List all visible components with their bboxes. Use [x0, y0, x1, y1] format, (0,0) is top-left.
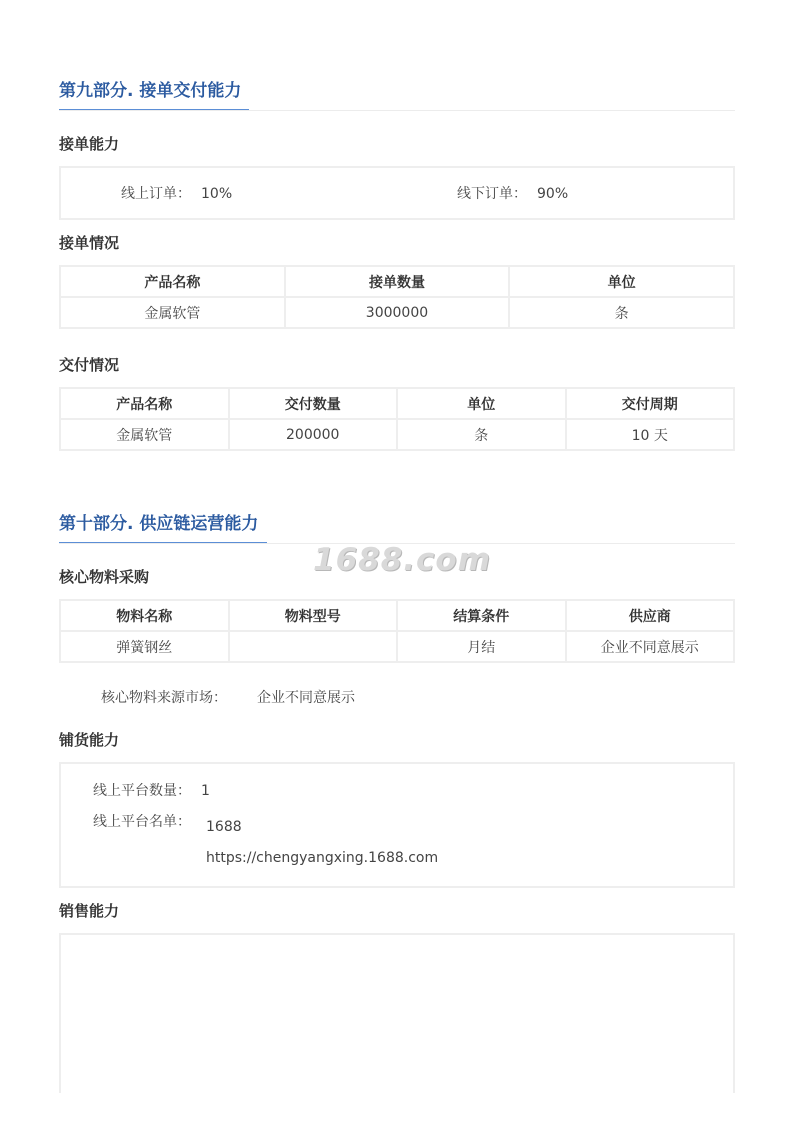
core-materials-heading: 核心物料采购: [59, 568, 150, 586]
platform-list-item: 1688: [206, 819, 242, 835]
table-cell: 弹簧钢丝: [60, 631, 229, 662]
platform-list-item: https://chengyangxing.1688.com: [206, 850, 439, 866]
table-row: [60, 297, 734, 328]
table-cell: 200000: [229, 419, 398, 450]
order-capacity-box: [59, 166, 735, 220]
table-header-cell: 接单数量: [285, 266, 510, 297]
table-header-cell: 单位: [397, 388, 566, 419]
platform-count-label: 线上平台数量：: [93, 783, 191, 799]
table-header-cell: 交付周期: [566, 388, 735, 419]
sales-heading: 销售能力: [59, 902, 120, 920]
table-row: [60, 419, 734, 450]
table-cell: 金属软管: [60, 297, 285, 328]
table-header-cell: 物料名称: [60, 600, 229, 631]
table-header-row: [60, 388, 734, 419]
table-cell: 3000000: [285, 297, 510, 328]
delivery-status-table: [59, 387, 735, 451]
online-order-value: 10%: [201, 186, 233, 202]
table-header-cell: 物料型号: [229, 600, 398, 631]
table-header-cell: 单位: [509, 266, 734, 297]
platform-count-value: 1: [201, 783, 210, 799]
offline-order-label: 线下订单：: [457, 186, 527, 202]
order-status-table: [59, 265, 735, 329]
table-cell: 企业不同意展示: [566, 631, 735, 662]
platform-list-label: 线上平台名单：: [93, 814, 191, 830]
order-capacity-heading: 接单能力: [59, 135, 120, 153]
core-materials-table: [59, 599, 735, 663]
sales-box: [59, 933, 735, 1093]
order-status-heading: 接单情况: [59, 234, 120, 252]
table-header-cell: 结算条件: [397, 600, 566, 631]
site-watermark: 1688.com: [313, 542, 492, 578]
table-header-row: [60, 266, 734, 297]
table-cell: 条: [397, 419, 566, 450]
table-cell: [229, 631, 398, 662]
table-cell: 金属软管: [60, 419, 229, 450]
source-market-label: 核心物料来源市场：: [101, 690, 227, 706]
offline-order-value: 90%: [537, 186, 569, 202]
section-9-rule: [59, 110, 735, 111]
table-cell: 10 天: [566, 419, 735, 450]
section-10-title: 第十部分. 供应链运营能力: [59, 514, 259, 534]
table-header-cell: 产品名称: [60, 388, 229, 419]
table-header-cell: 交付数量: [229, 388, 398, 419]
table-header-cell: 产品名称: [60, 266, 285, 297]
source-market-value: 企业不同意展示: [257, 690, 355, 706]
delivery-status-heading: 交付情况: [59, 356, 120, 374]
table-header-row: [60, 600, 734, 631]
section-9-title: 第九部分. 接单交付能力: [59, 81, 242, 101]
table-cell: 月结: [397, 631, 566, 662]
table-cell: 条: [509, 297, 734, 328]
distribution-box: [59, 762, 735, 888]
distribution-heading: 铺货能力: [59, 731, 120, 749]
table-header-cell: 供应商: [566, 600, 735, 631]
online-order-label: 线上订单：: [121, 186, 191, 202]
table-row: [60, 631, 734, 662]
